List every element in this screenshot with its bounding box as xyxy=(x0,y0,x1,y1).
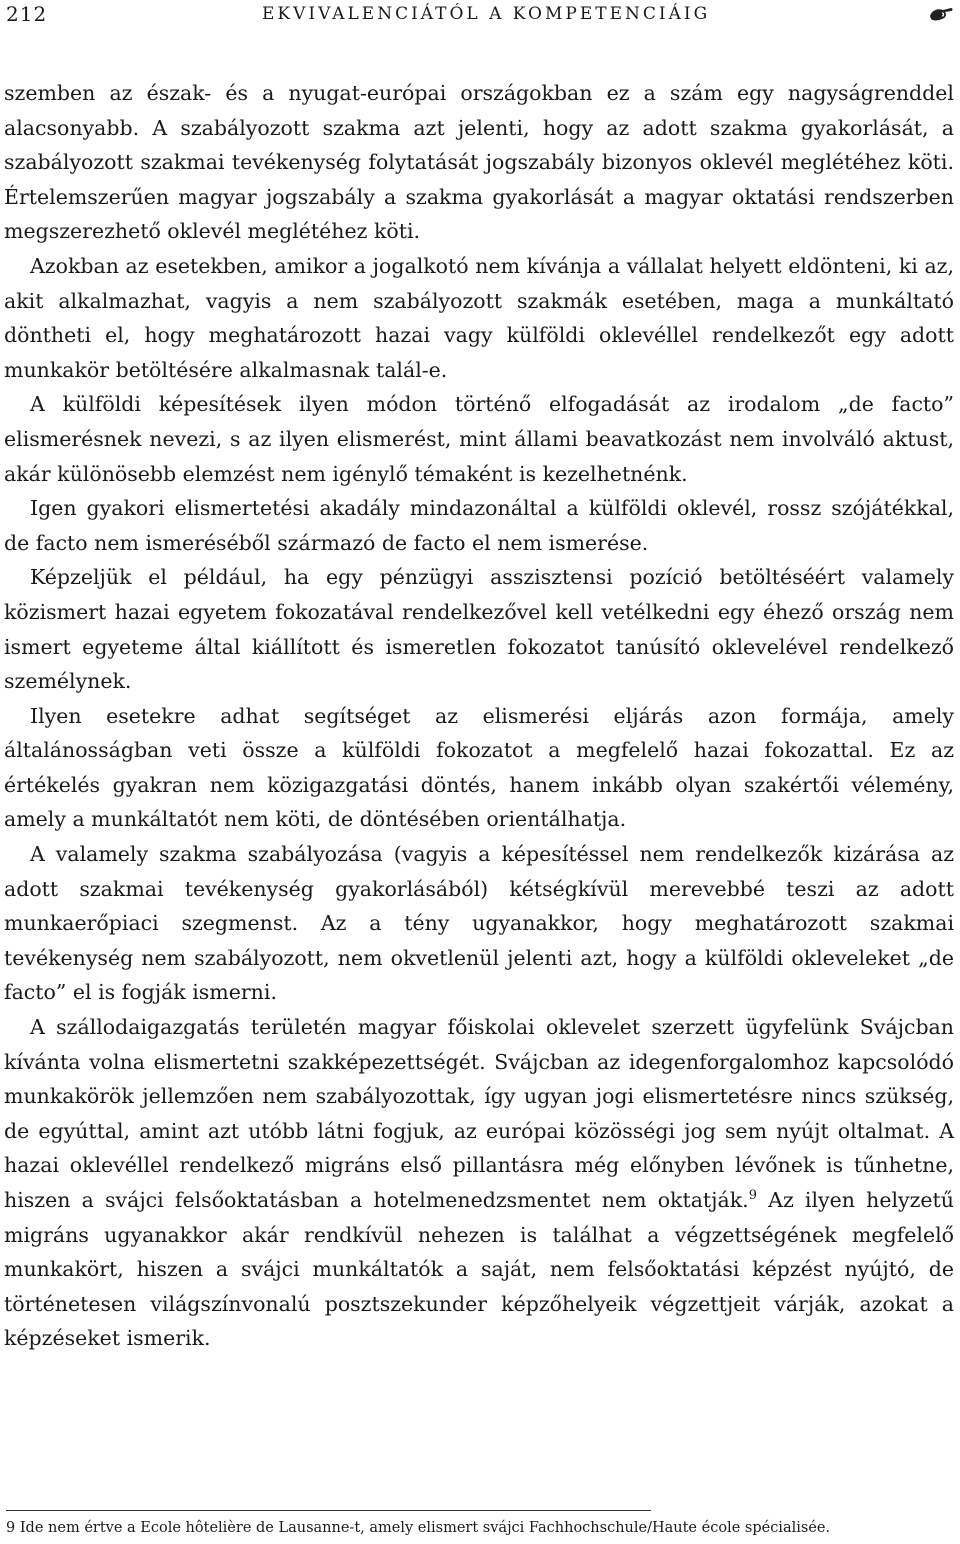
paragraph-text: A szállodaigazgatás területén magyar főiskolai oklevelet szerzett ügyfelünk Svájcban kívánta volna elismertetni szakképezettségét. Svájcban az idegenforgalomhoz kapcsolódó munkakörök jellemzően nem szabályozottak, így ugyan jogi elismertetésre nincs szükség, de egyúttal, amint azt utóbb látni fogjuk, az európai közösségi jog sem nyújt oltalmat. A hazai oklevéllel rendelkező migráns első pillantásra még előnyben lévőnek is tűnhetne, hiszen a svájci felsőoktatásban a hotelmenedzsmentet nem oktatják. xyxy=(4,1015,954,1212)
paragraph: Azokban az esetekben, amikor a jogalkotó nem kívánja a vállalat helyett eldönteni, ki az, akit alkalmazhat, vagyis a nem szabályozott szakmák esetében, maga a munkáltató döntheti el, hogy meghatározott hazai vagy külföldi oklevéllel rendelkezőt egy adott munkakör betöltésére alkalmasnak talál-e. xyxy=(4,253,954,382)
running-title: EKVIVALENCIÁTÓL A KOMPETENCIÁIG xyxy=(262,4,711,24)
running-head xyxy=(0,0,960,30)
paragraph: A valamely szakma szabályozása (vagyis a képesítéssel nem rendelkezők kizárása az adott szakmai tevékenység gyakorlásából) kétségkívül merevebbé teszi az adott munkaerőpiaci szegmenst. Az a tény ugyanakkor, hogy meghatározott szakmai tevékenység nem szabályozott, nem okvetlenül jelenti azt, hogy a külföldi okleveleket „de facto” el is fogják ismerni. xyxy=(4,842,954,1005)
paragraph: Igen gyakori elismertetési akadály mindazonáltal a külföldi oklevél, rossz szójátékkal, de facto nem ismeréséből származó de facto el nem ismerése. xyxy=(4,496,954,555)
paragraph-continued: szemben az észak- és a nyugat-európai országokban ez a szám egy nagyságrenddel alacsonyabb. A szabályozott szakma azt jelenti, hogy az adott szakma gyakorlását, a szabályozott szakmai tevékenység folytatását jogszabály bizonyos oklevél meglétéhez köti. Értelemszerűen magyar jogszabály a szakma gyakorlását a magyar oktatási rendszerben megszerezhető oklevél meglétéhez köti. xyxy=(4,81,954,244)
body-text xyxy=(4,76,954,1356)
page-number: 212 xyxy=(6,2,48,26)
paragraph: Képzeljük el például, ha egy pénzügyi asszisztensi pozíció betöltéséért valamely közismert hazai egyetem fokozatával rendelkezővel kell vetélkedni egy éhező ország nem ismert egyeteme által kiállított és ismeretlen fokozatot tanúsító oklevelével rendelkező személynek. xyxy=(4,565,954,694)
footnote-reference[interactable]: 9 xyxy=(748,1188,757,1203)
footnote-divider xyxy=(6,1510,651,1511)
hand-pointer-icon xyxy=(928,4,954,24)
paragraph-text: Az ilyen helyzetű migráns ugyanakkor akár rendkívül nehezen is találhat a végzettségének megfelelő munkakört, hiszen a svájci munkáltatók a saját, nem felsőoktatási képzést nyújtó, de történetesen világszínvonalú posztszekunder képzőhelyeik végzettjeit várják, azokat a képzéseket ismerik. xyxy=(4,1188,954,1351)
paragraph: A külföldi képesítések ilyen módon történő elfogadását az irodalom „de facto” elismerésnek nevezi, s az ilyen elismerést, mint állami beavatkozást nem involváló aktust, akár különösebb elemzést nem igénylő témaként is kezelhetnénk. xyxy=(4,392,954,486)
footnote: 9 Ide nem értve a Ecole hôtelière de Lausanne-t, amely elismert svájci Fachhochschule/Haute école spécialisée. xyxy=(6,1520,831,1536)
paragraph: Ilyen esetekre adhat segítséget az elismerési eljárás azon formája, amely általánosságban veti össze a külföldi fokozatot a megfelelő hazai fokozattal. Ez az értékelés gyakran nem közigazgatási döntés, hanem inkább olyan szakértői vélemény, amely a munkáltatót nem köti, de döntésében orientálhatja. xyxy=(4,703,954,832)
paragraph-with-footnote xyxy=(4,1010,954,1356)
